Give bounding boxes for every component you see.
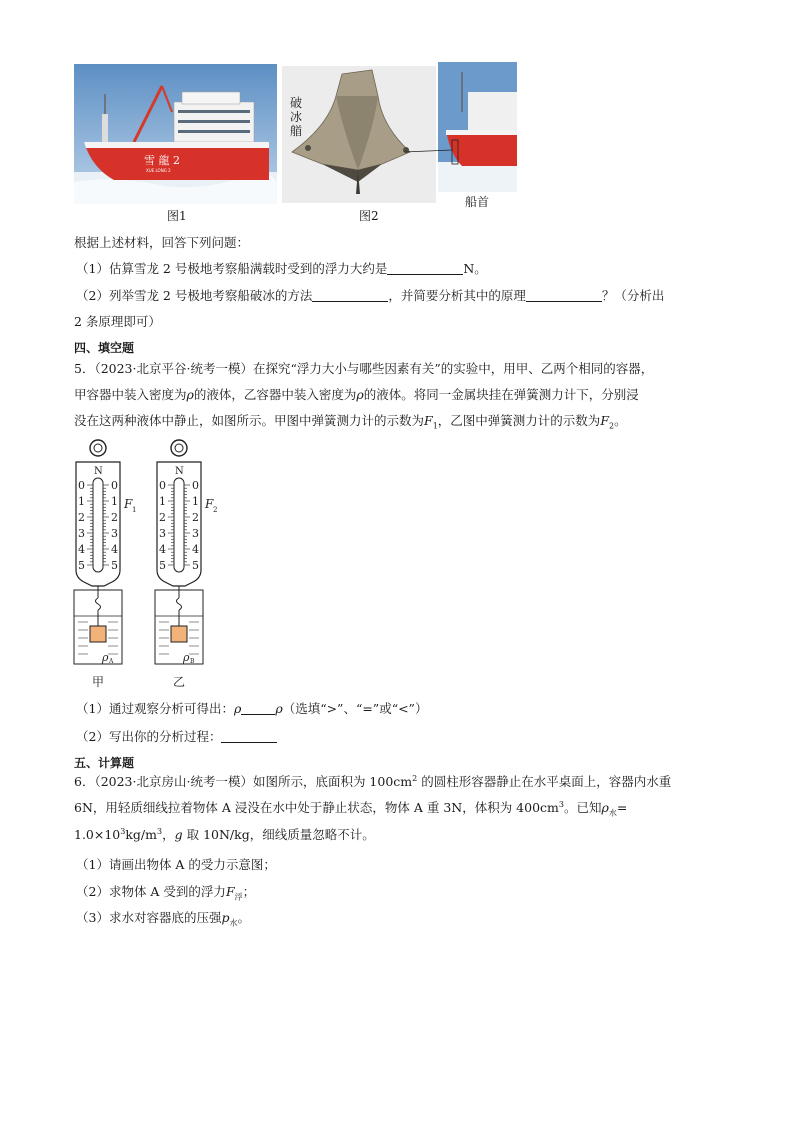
q4-sub2-blank-1[interactable] <box>312 289 388 302</box>
scale-right-num-5-r: 5 <box>192 559 199 572</box>
figure-3-caption: 船首 <box>465 195 490 209</box>
scale-right-num-0-r: 0 <box>192 479 199 492</box>
q6-g: g <box>174 827 183 843</box>
q6-line3-d: 取 10N/kg，细线质量忽略不计。 <box>182 827 375 843</box>
q5-line3-a: 没在这两种液体中静止，如图所示。甲图中弹簧测力计的示数为 <box>74 413 425 428</box>
q6-sub3-p: p <box>221 910 230 925</box>
q6-line2-a: 6N，用轻质细线拉着物体 A 浸没在水中处于静止状态，物体 A 重 3N，体积为 400cm <box>74 800 559 816</box>
q5-sub1-text-b: （选填“>”、“=”或“<”） <box>282 701 428 716</box>
q5-F2-sub: 2 <box>609 421 615 431</box>
q5-line-3 <box>74 413 627 431</box>
scale-right-num-4-r: 4 <box>192 543 199 556</box>
section-5-title: 五、计算题 <box>74 756 135 770</box>
scale-left-force-sub: 1 <box>132 506 137 514</box>
scale-right-num-2-r: 2 <box>192 511 199 524</box>
q5-line2-a: 甲容器中装入密度为 <box>74 387 187 402</box>
q5-sub1-blank[interactable] <box>241 702 275 715</box>
scale-left-force-label: F <box>124 497 133 511</box>
q5-rho-a: ρ <box>186 387 194 402</box>
ship-illustration <box>74 64 277 204</box>
bow-vertical-label <box>290 96 304 138</box>
q4-sub1-blank[interactable] <box>387 262 463 275</box>
scale-left-num-3-l: 3 <box>78 527 85 540</box>
q6-line1-sup: 2 <box>412 774 418 783</box>
q4-sub2-text-c: ？（分析出 <box>601 288 665 303</box>
q6-line-2 <box>74 800 627 818</box>
q6-line3-a: 1.0×10 <box>74 827 121 843</box>
ship-bow-photo <box>438 62 517 192</box>
q6-sub2-F: F <box>225 884 235 899</box>
q4-sub1 <box>76 261 487 276</box>
q6-sub1: （1）请画出物体 A 的受力示意图； <box>76 857 276 872</box>
q5-sub1 <box>76 701 427 716</box>
q6-sub2-text-a: （2）求物体 A 受到的浮力 <box>76 884 226 899</box>
scale-left-num-1-r: 1 <box>111 495 118 508</box>
scale-right-num-4-l: 4 <box>159 543 166 556</box>
section-4-title: 四、填空题 <box>74 341 135 355</box>
scale-left-num-2-r: 2 <box>111 511 118 524</box>
scale-ticks <box>87 485 190 565</box>
scale-left-num-0-l: 0 <box>78 479 85 492</box>
q6-line3-sup: 3 <box>120 827 126 836</box>
q6-line3-b: kg/m <box>125 827 157 843</box>
q6-sub2 <box>76 884 255 902</box>
right-container-label: 乙 <box>173 675 186 689</box>
q4-sub1-text-b: N。 <box>463 261 487 276</box>
scale-right-num-3-l: 3 <box>159 527 166 540</box>
q5-line3-b: ，乙图中弹簧测力计的示数为 <box>437 413 601 428</box>
q5-F1-sub: 1 <box>432 421 438 431</box>
scale-left-num-4-r: 4 <box>111 543 118 556</box>
q5-rho-b: ρ <box>356 387 364 402</box>
left-rho-sub: A <box>109 658 114 665</box>
bow-label-char-1: 破 <box>290 96 303 110</box>
scale-left-num-2-l: 2 <box>78 511 85 524</box>
q6-line2-b: 。已知 <box>563 800 602 816</box>
q6-line1-a: 6．（2023·北京房山·统考一模）如图所示，底面积为 100cm <box>74 774 413 790</box>
q5-line-1: 5．（2023·北京平谷·统考一模）在探究“浮力大小与哪些因素有关”的实验中，用甲、乙两个相同的容器， <box>74 361 654 376</box>
scale-right-num-0-l: 0 <box>159 479 166 492</box>
figure-1-ship-photo <box>74 64 277 204</box>
q6-sub3-text-b: 。 <box>237 910 250 925</box>
scale-left-num-3-r: 3 <box>111 527 118 540</box>
ship-name-text: 雪 龍 2 <box>144 154 180 167</box>
q5-F1: F <box>424 413 433 428</box>
right-rho-label: ρ <box>183 651 190 664</box>
scale-right-num-1-r: 1 <box>192 495 199 508</box>
q5-line2-c: 的液体。将同一金属块挂在弹簧测力计下，分别浸 <box>363 387 639 402</box>
q6-sub3-p-sub: 水 <box>229 918 238 928</box>
q5-sub1-rho-a: ρ <box>233 701 242 716</box>
scale-right-num-2-l: 2 <box>159 511 166 524</box>
q5-sub1-text-a: （1）通过观察分析可得出： <box>76 701 234 716</box>
q6-sub3 <box>76 910 250 928</box>
q6-line3-sup2: 3 <box>157 827 163 836</box>
left-rho-label: ρ <box>102 651 109 664</box>
q5-line-2 <box>74 387 639 402</box>
q4-sub1-text-a: （1）估算雪龙 2 号极地考察船满载时受到的浮力大约是 <box>76 261 388 276</box>
bow-label-char-2: 冰 <box>290 110 303 124</box>
scale-left-num-1-l: 1 <box>78 495 85 508</box>
q6-sub2-F-sub: 浮 <box>234 892 243 902</box>
scale-right-num-3-r: 3 <box>192 527 199 540</box>
q4-intro: 根据上述材料，回答下列问题： <box>74 235 250 250</box>
scale-left-num-5-l: 5 <box>78 559 85 572</box>
q5-sub2-text: （2）写出你的分析过程： <box>76 729 222 744</box>
connector-line <box>400 130 460 170</box>
q5-sub1-rho-b: ρ <box>275 701 283 716</box>
scale-right-force-sub: 2 <box>213 506 218 514</box>
q6-line-1 <box>74 774 671 789</box>
q6-line2-eq: = <box>616 800 628 816</box>
scale-left-num-4-l: 4 <box>78 543 85 556</box>
scale-right-num-5-l: 5 <box>159 559 166 572</box>
spring-scale-diagram <box>66 436 236 696</box>
q5-line3-c: 。 <box>614 413 627 428</box>
q4-sub2-text-a: （2）列举雪龙 2 号极地考察船破冰的方法 <box>76 288 313 303</box>
q5-sub2-blank[interactable] <box>221 730 277 743</box>
q6-sub3-text-a: （3）求水对容器底的压强 <box>76 910 222 925</box>
q4-sub2 <box>76 288 664 303</box>
figure-3-ship-closeup <box>438 62 517 192</box>
scale-left-unit: N <box>94 466 103 477</box>
q4-sub2-blank-2[interactable] <box>526 289 602 302</box>
q6-line2-sup: 3 <box>558 800 564 809</box>
q6-line-3 <box>74 827 375 842</box>
q5-sub2 <box>76 729 277 744</box>
q4-sub2-continued: 2 条原理即可） <box>74 314 161 329</box>
q5-F2: F <box>600 413 609 428</box>
q6-rho-water-sub: 水 <box>608 808 617 818</box>
scale-right-force-label: F <box>205 497 214 511</box>
ship-name-en-text: XUE LONG 2 <box>146 168 171 173</box>
q6-line3-c: ， <box>162 827 175 843</box>
q5-line2-b: 的液体，乙容器中装入密度为 <box>193 387 357 402</box>
q6-sub2-text-b: ； <box>242 884 256 899</box>
q6-line1-b: 的圆柱形容器静止在水平桌面上，容器内水重 <box>417 774 672 790</box>
scale-right-unit: N <box>175 466 184 477</box>
left-container-label: 甲 <box>92 675 105 689</box>
q4-sub2-text-b: ，并简要分析其中的原理 <box>388 288 526 303</box>
figure-2-caption: 图2 <box>359 209 379 223</box>
scale-right-num-1-l: 1 <box>159 495 166 508</box>
figure-1-caption: 图1 <box>167 209 187 223</box>
q6-rho-water: ρ <box>601 800 609 816</box>
right-rho-sub: B <box>190 658 195 665</box>
scale-left-num-5-r: 5 <box>111 559 118 572</box>
bow-label-char-3: 艏 <box>290 124 303 138</box>
scale-left-num-0-r: 0 <box>111 479 118 492</box>
